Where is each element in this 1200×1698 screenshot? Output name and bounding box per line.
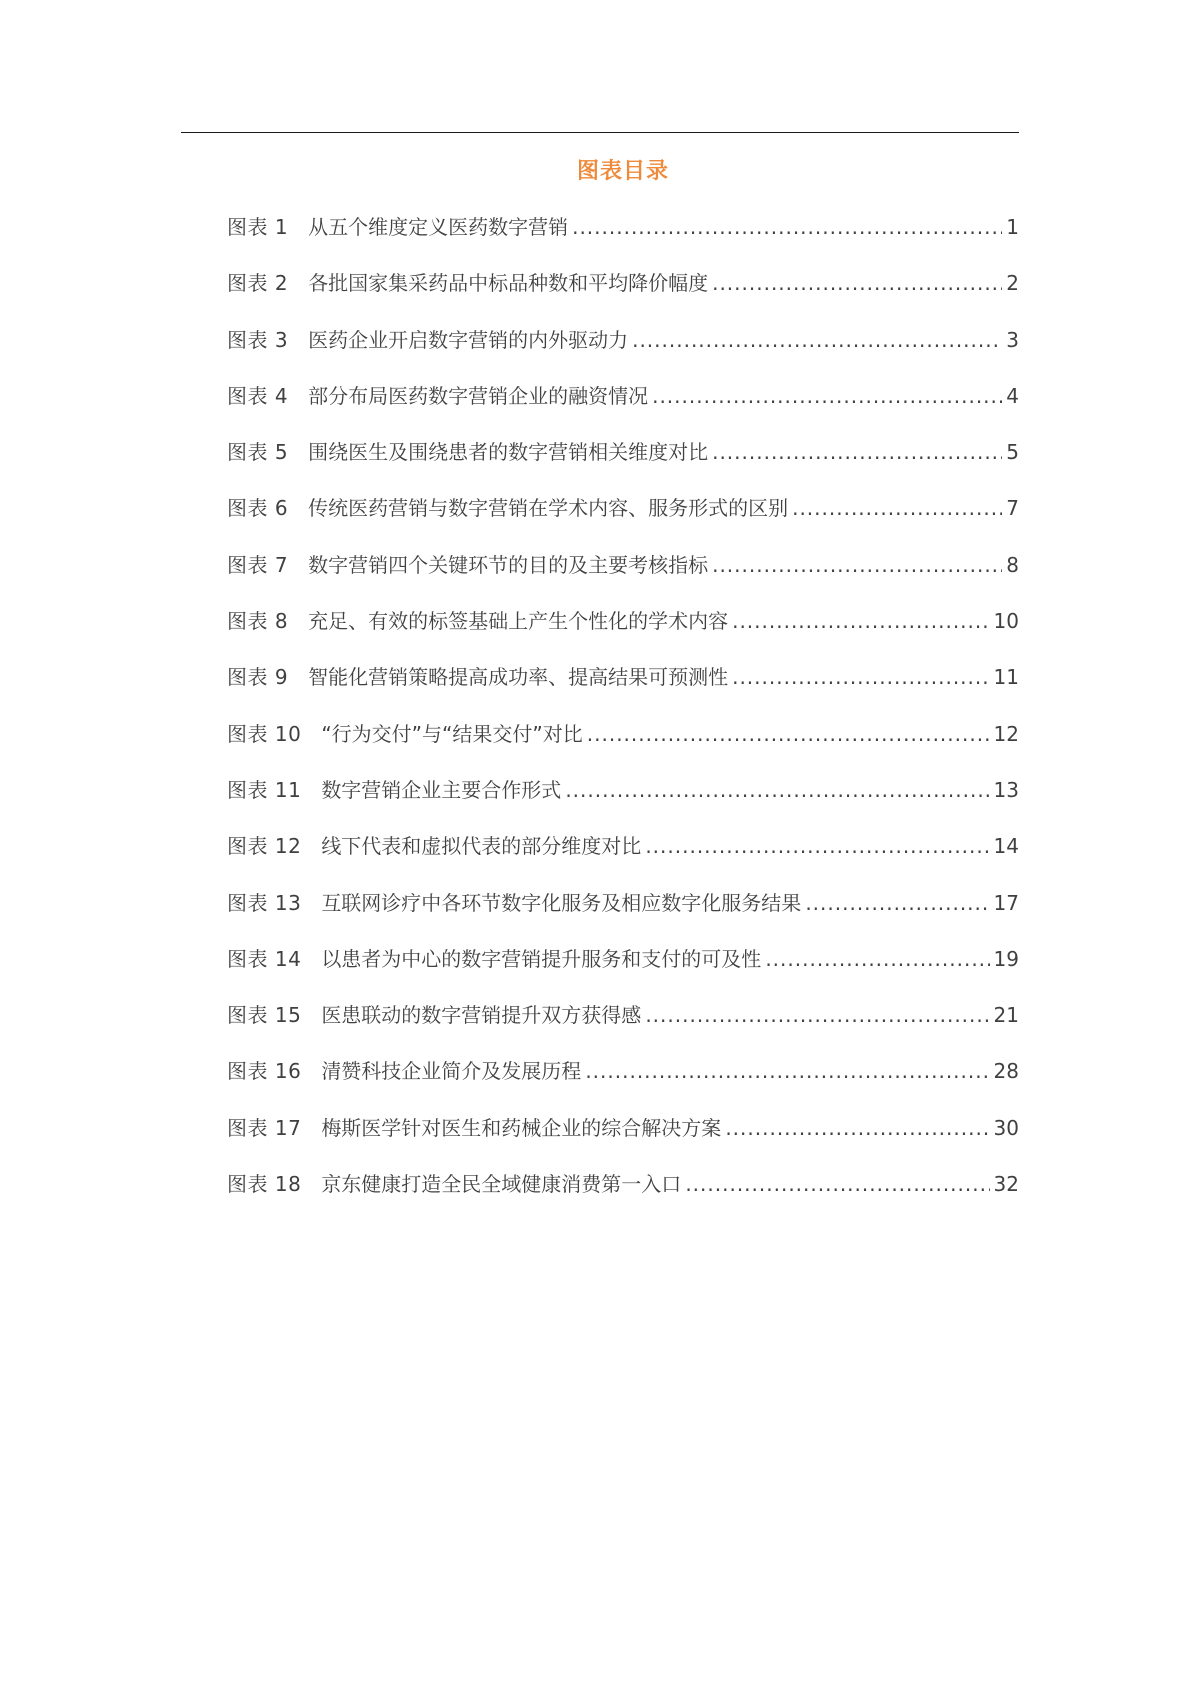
toc-item-text: 互联网诊疗中各环节数字化服务及相应数字化服务结果	[321, 890, 802, 915]
toc-item[interactable]	[227, 378, 1019, 434]
toc-item-page: 3	[1006, 327, 1019, 352]
toc-item[interactable]	[227, 885, 1019, 941]
toc-item[interactable]	[227, 716, 1019, 772]
toc-title: 图表目录	[576, 159, 669, 184]
toc-item-label: 图表 1	[227, 215, 289, 239]
toc-leader-dots	[572, 209, 1002, 245]
toc-leader-dots	[712, 434, 1002, 470]
toc-item-page: 7	[1006, 496, 1019, 521]
toc-item-label: 图表 16	[227, 1059, 302, 1084]
toc-item[interactable]	[227, 209, 1019, 265]
toc-leader-dots	[712, 265, 1002, 301]
toc-item-text: 医患联动的数字营销提升双方获得感	[321, 1003, 642, 1028]
toc-item-label: 图表 8	[227, 609, 289, 634]
toc-leader-dots	[732, 603, 989, 639]
toc-item-label: 图表 18	[227, 1172, 302, 1197]
toc-item-text: 充足、有效的标签基础上产生个性化的学术内容	[308, 609, 729, 634]
toc-leader-dots	[632, 322, 1002, 358]
toc-item-page: 5	[1006, 440, 1019, 465]
toc-item-page: 14	[993, 834, 1019, 859]
toc-leader-dots	[585, 1053, 989, 1089]
toc-item-text: “行为交付”与“结果交付”对比	[321, 721, 583, 746]
toc-leader-dots	[765, 941, 989, 977]
toc-leader-dots	[565, 772, 989, 808]
toc-item-page: 32	[993, 1172, 1019, 1197]
toc-item-text: 梅斯医学针对医生和药械企业的综合解决方案	[321, 1115, 722, 1140]
toc-item[interactable]	[227, 547, 1019, 603]
toc-item-text: 各批国家集采药品中标品种数和平均降价幅度	[308, 271, 709, 296]
toc-item[interactable]	[227, 659, 1019, 715]
toc-list	[227, 209, 1019, 1222]
toc-item[interactable]	[227, 322, 1019, 378]
toc-item-text: 医药企业开启数字营销的内外驱动力	[308, 327, 629, 352]
toc-item-label: 图表 12	[227, 834, 302, 859]
toc-item-label: 图表 5	[227, 440, 289, 465]
toc-item-text: 从五个维度定义医药数字营销	[308, 215, 569, 239]
toc-item[interactable]	[227, 434, 1019, 490]
toc-item-page: 10	[993, 609, 1019, 634]
toc-item-page: 12	[993, 721, 1019, 746]
toc-item-label: 图表 15	[227, 1003, 302, 1028]
toc-item[interactable]	[227, 265, 1019, 321]
top-rule	[181, 132, 1019, 133]
toc-item-text: 智能化营销策略提高成功率、提高结果可预测性	[308, 665, 729, 690]
toc-item-page: 4	[1006, 383, 1019, 408]
toc-item-page: 2	[1006, 271, 1019, 296]
toc-item-label: 图表 10	[227, 721, 302, 746]
toc-item[interactable]	[227, 1053, 1019, 1109]
toc-item[interactable]	[227, 603, 1019, 659]
toc-item[interactable]	[227, 997, 1019, 1053]
toc-item[interactable]	[227, 772, 1019, 828]
toc-leader-dots	[652, 378, 1002, 414]
toc-item-page: 13	[993, 777, 1019, 802]
toc-item-text: 数字营销四个关键环节的目的及主要考核指标	[308, 552, 709, 577]
toc-item-page: 19	[993, 946, 1019, 971]
toc-item[interactable]	[227, 490, 1019, 546]
toc-item-text: 围绕医生及围绕患者的数字营销相关维度对比	[308, 440, 709, 465]
toc-item-label: 图表 17	[227, 1115, 302, 1140]
toc-item[interactable]	[227, 1110, 1019, 1166]
toc-item-page: 1	[1006, 215, 1019, 239]
toc-item-label: 图表 6	[227, 496, 289, 521]
toc-leader-dots	[805, 885, 989, 921]
toc-item-text: 线下代表和虚拟代表的部分维度对比	[321, 834, 642, 859]
toc-item-label: 图表 9	[227, 665, 289, 690]
toc-item-page: 28	[993, 1059, 1019, 1084]
toc-item-text: 京东健康打造全民全域健康消费第一入口	[321, 1172, 682, 1197]
toc-item-label: 图表 3	[227, 327, 289, 352]
toc-leader-dots	[732, 659, 989, 695]
toc-item-page: 21	[993, 1003, 1019, 1028]
toc-item-page: 11	[993, 665, 1019, 690]
toc-item[interactable]	[227, 828, 1019, 884]
toc-leader-dots	[685, 1166, 989, 1202]
toc-item-label: 图表 13	[227, 890, 302, 915]
toc-item-label: 图表 14	[227, 946, 302, 971]
toc-item-text: 以患者为中心的数字营销提升服务和支付的可及性	[321, 946, 762, 971]
toc-item[interactable]	[227, 1166, 1019, 1222]
toc-leader-dots	[587, 716, 990, 752]
toc-item-label: 图表 11	[227, 777, 302, 802]
toc-leader-dots	[645, 997, 989, 1033]
toc-item-page: 17	[993, 890, 1019, 915]
toc-item-text: 清赞科技企业简介及发展历程	[321, 1059, 582, 1084]
toc-item-label: 图表 2	[227, 271, 289, 296]
toc-leader-dots	[725, 1110, 989, 1146]
toc-item-text: 数字营销企业主要合作形式	[321, 777, 562, 802]
toc-item-text: 部分布局医药数字营销企业的融资情况	[308, 383, 649, 408]
toc-leader-dots	[645, 828, 989, 864]
toc-item[interactable]	[227, 941, 1019, 997]
toc-leader-dots	[712, 547, 1002, 583]
toc-leader-dots	[792, 490, 1002, 526]
toc-item-label: 图表 7	[227, 552, 289, 577]
toc-item-page: 8	[1006, 552, 1019, 577]
toc-item-label: 图表 4	[227, 383, 289, 408]
toc-item-text: 传统医药营销与数字营销在学术内容、服务形式的区别	[308, 496, 789, 521]
toc-item-page: 30	[993, 1115, 1019, 1140]
